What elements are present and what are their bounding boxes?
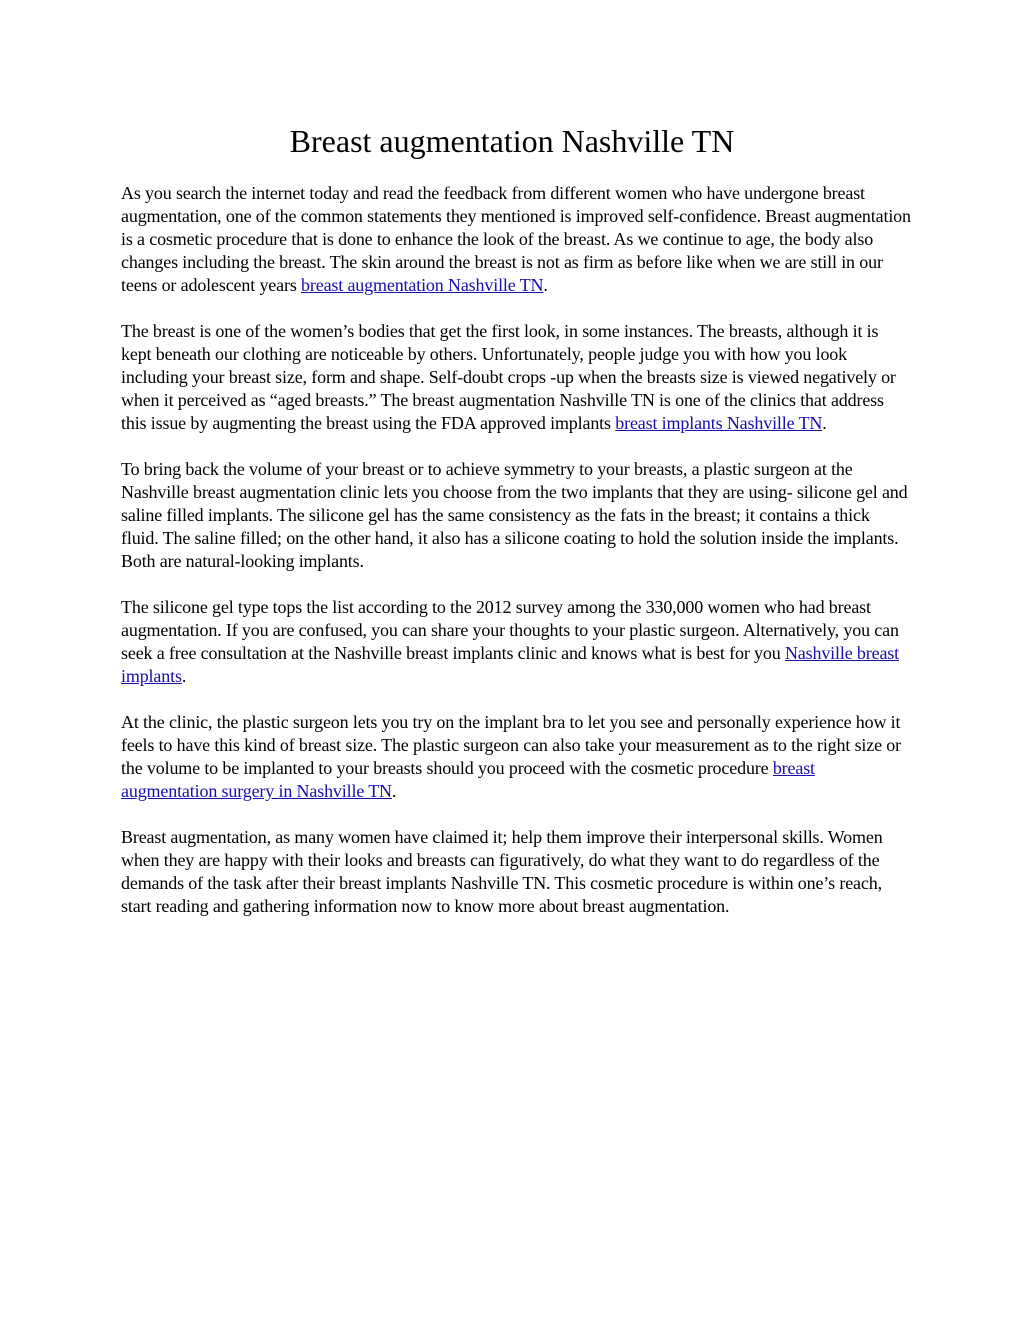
- paragraph-6: [121, 826, 911, 918]
- paragraph-end: .: [181, 666, 187, 686]
- paragraph-text: The silicone gel type tops the list according to the 2012 survey among the 330,000 women who had breast augmentation. If you are confused, you can share your thoughts to your plastic surgeon. Alternatively, you can seek a free consultation at the Nashville breast implants clinic and knows what is best for you: [121, 597, 899, 663]
- link-breast-augmentation-surgery-nashville-tn[interactable]: breast augmentation surgery in Nashville TN: [121, 758, 815, 801]
- link-nashville-breast-implants[interactable]: Nashville breast implants: [121, 643, 900, 686]
- paragraph-end: .: [543, 275, 548, 295]
- paragraph-text: The breast is one of the women’s bodies that get the first look, in some instances. The breasts, although it is kept beneath our clothing are noticeable by others. Unfortunately, people judge you with how you look including your breast size, form and shape. Self-doubt crops -up when the breasts size is viewed negatively or when it perceived as “aged breasts.” The breast augmentation Nashville TN is one of the clinics that address this issue by augmenting the breast using the FDA approved implants: [121, 321, 896, 433]
- paragraph-text: At the clinic, the plastic surgeon lets you try on the implant bra to let you see and personally experience how it feels to have this kind of breast size. The plastic surgeon can also take your measurement as to the right size or the volume to be implanted to your breasts should you proceed with the cosmetic procedure: [121, 712, 901, 778]
- paragraph-3: [121, 458, 911, 573]
- paragraph-end: .: [822, 413, 827, 433]
- paragraph-text: Breast augmentation, as many women have claimed it; help them improve their interpersonal skills. Women when they are happy with their looks and breasts can figuratively, do what they want to do regardless of the demands of the task after their breast implants Nashville TN. This cosmetic procedure is within one’s reach, start reading and gathering information now to know more about breast augmentation.: [121, 827, 883, 916]
- page-title: Breast augmentation Nashville TN: [289, 123, 735, 159]
- paragraph-4: [121, 596, 911, 688]
- link-breast-augmentation-nashville-tn[interactable]: breast augmentation Nashville TN: [301, 275, 544, 295]
- paragraph-end: .: [391, 781, 397, 801]
- paragraph-2: [121, 320, 911, 435]
- paragraph-text: To bring back the volume of your breast or to achieve symmetry to your breasts, a plastic surgeon at the Nashville breast augmentation clinic lets you choose from the two implants that they are using- silicone gel and saline filled implants. The silicone gel has the same consistency as the fats in the breast; it contains a thick fluid. The saline filled; on the other hand, it also has a silicone coating to hold the solution inside the implants. Both are natural-looking implants.: [121, 459, 908, 571]
- link-breast-implants-nashville-tn[interactable]: breast implants Nashville TN: [615, 413, 823, 433]
- paragraph-5: [121, 711, 911, 803]
- document-body: [121, 182, 911, 941]
- paragraph-text: As you search the internet today and read the feedback from different women who have undergone breast augmentation, one of the common statements they mentioned is improved self-confidence. Breast augmentation is a cosmetic procedure that is done to enhance the look of the breast. As we continue to age, the body also changes including the breast. The skin around the breast is not as firm as before like when we are still in our teens or adolescent years: [121, 183, 911, 295]
- paragraph-1: [121, 182, 911, 297]
